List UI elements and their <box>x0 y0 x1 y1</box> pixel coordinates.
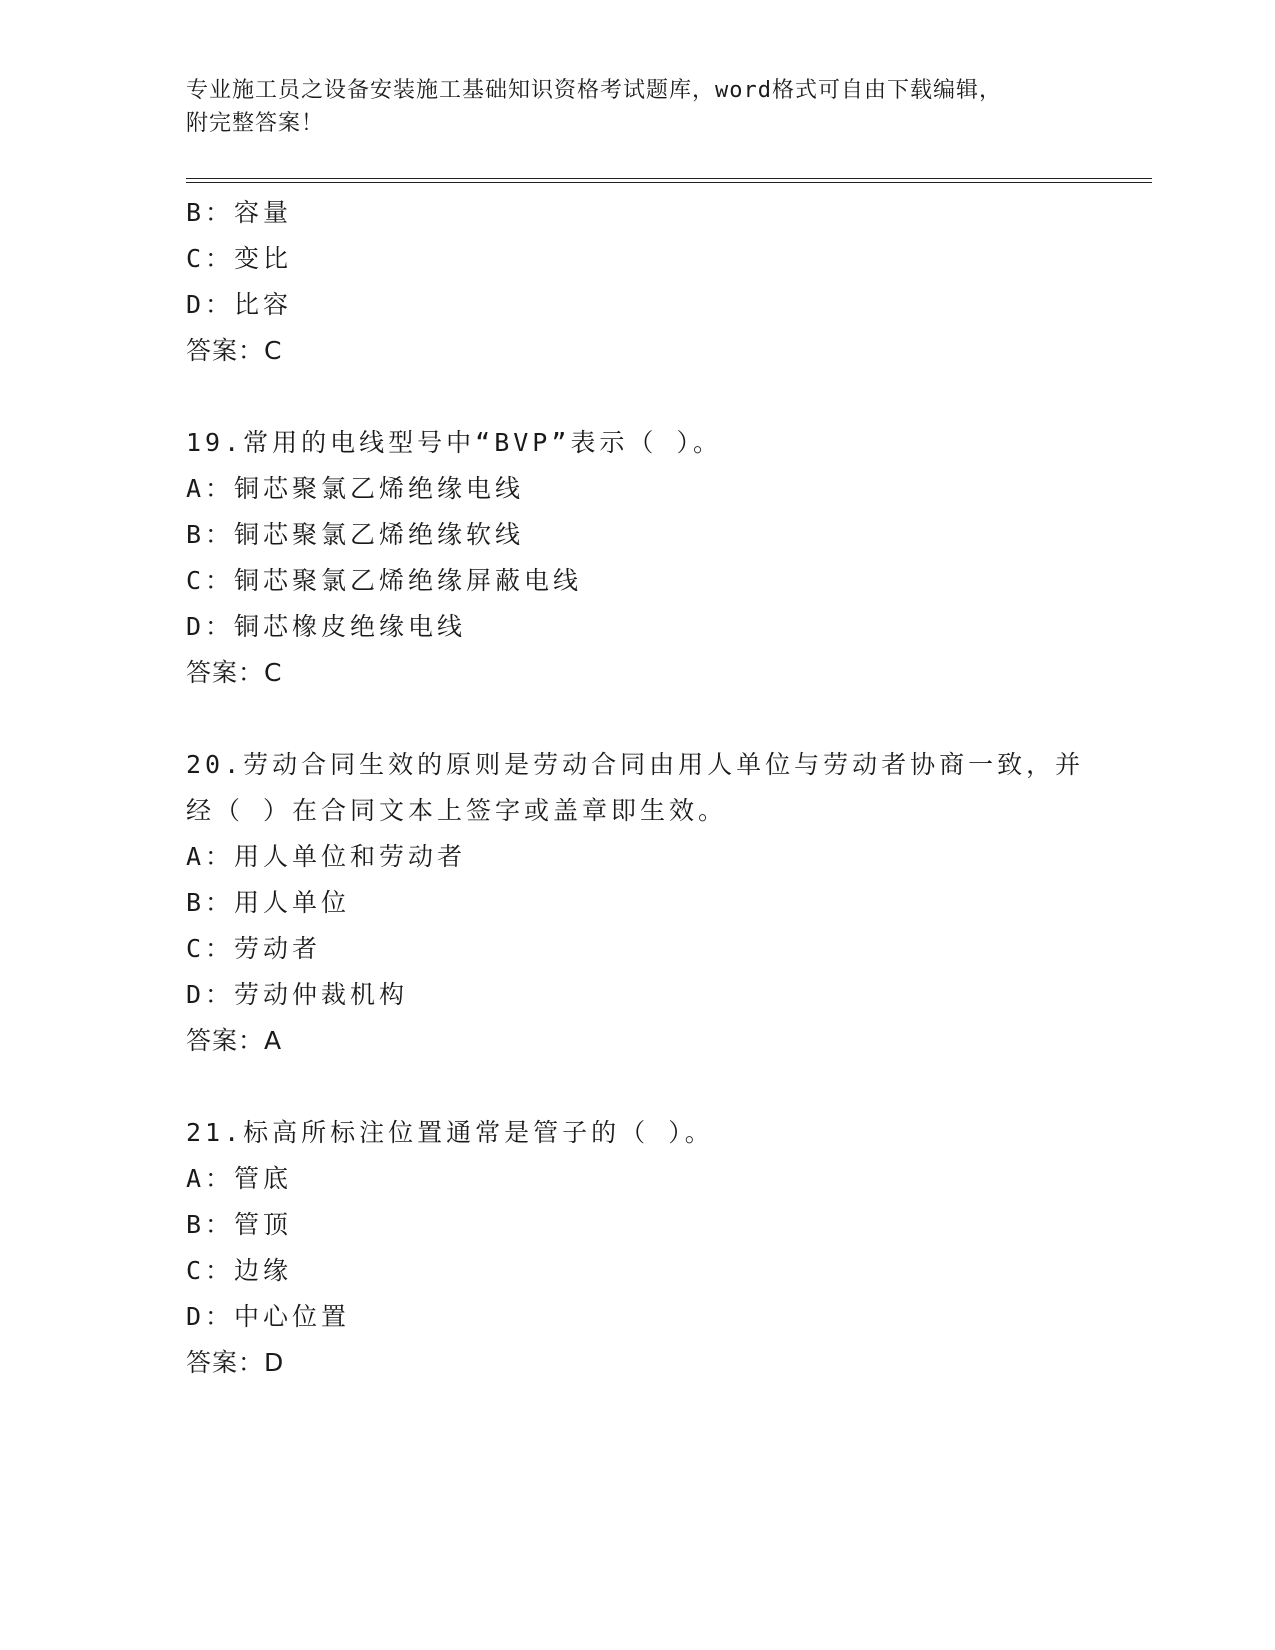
option-a: A：铜芯聚氯乙烯绝缘电线 <box>186 474 525 503</box>
question-19 <box>186 420 1086 696</box>
option-b: B：管顶 <box>186 1210 293 1239</box>
option-b: B：容量 <box>186 198 293 227</box>
header-line-1: 专业施工员之设备安装施工基础知识资格考试题库，word格式可自由下载编辑， <box>186 78 1002 103</box>
question-list <box>186 190 1086 1386</box>
spacer <box>186 696 1086 742</box>
option-a: A：用人单位和劳动者 <box>186 842 467 871</box>
option-c: C：铜芯聚氯乙烯绝缘屏蔽电线 <box>186 566 583 595</box>
question-stem: 19.常用的电线型号中“BVP”表示（ ）。 <box>186 428 722 457</box>
option-c: C：变比 <box>186 244 293 273</box>
spacer <box>186 374 1086 420</box>
answer-line: 答案：C <box>186 658 283 687</box>
question-stem-continued: 经（ ）在合同文本上签字或盖章即生效。 <box>186 796 728 825</box>
header-divider-top <box>186 178 1152 179</box>
document-header <box>186 74 1086 140</box>
option-c: C：劳动者 <box>186 934 322 963</box>
option-b: B：铜芯聚氯乙烯绝缘软线 <box>186 520 525 549</box>
question-stem: 20.劳动合同生效的原则是劳动合同由用人单位与劳动者协商一致，并 <box>186 750 1085 779</box>
option-d: D：中心位置 <box>186 1302 351 1331</box>
header-line-2: 附完整答案！ <box>186 111 325 136</box>
option-b: B：用人单位 <box>186 888 351 917</box>
option-d: D：比容 <box>186 290 293 319</box>
option-a: A：管底 <box>186 1164 293 1193</box>
question-21 <box>186 1110 1086 1386</box>
answer-line: 答案：C <box>186 336 283 365</box>
spacer <box>186 1064 1086 1110</box>
option-c: C：边缘 <box>186 1256 293 1285</box>
question-20 <box>186 742 1086 1064</box>
header-divider-bottom <box>186 182 1152 183</box>
answer-line: 答案：A <box>186 1026 283 1055</box>
question-18-continuation <box>186 190 1086 374</box>
question-stem: 21.标高所标注位置通常是管子的（ ）。 <box>186 1118 714 1147</box>
answer-line: 答案：D <box>186 1348 285 1377</box>
option-d: D：铜芯橡皮绝缘电线 <box>186 612 467 641</box>
option-d: D：劳动仲裁机构 <box>186 980 409 1009</box>
